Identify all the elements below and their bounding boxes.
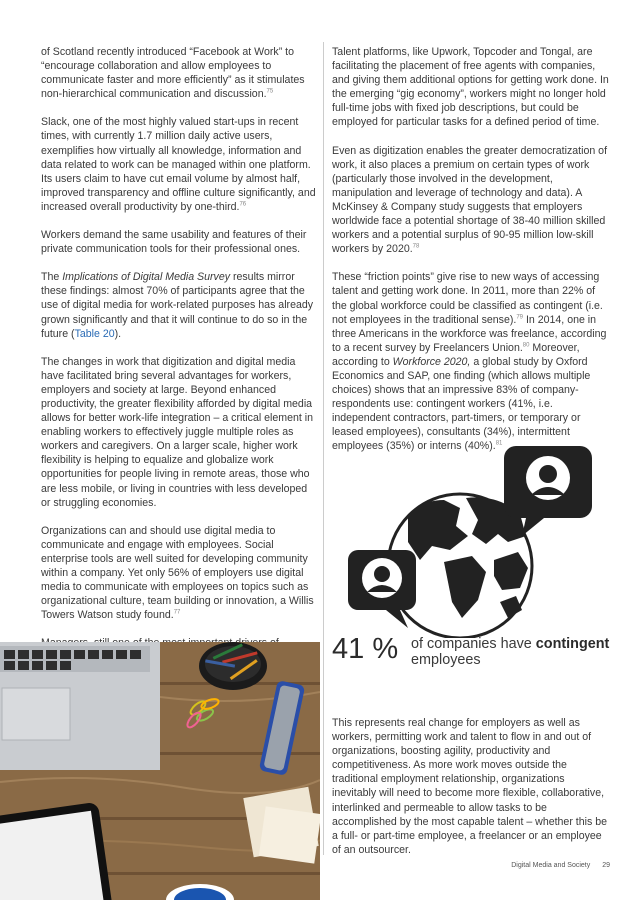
right-column-continued (332, 716, 610, 871)
footnote-ref[interactable]: 80 (522, 342, 530, 349)
pen-cup (199, 642, 267, 690)
right-column (332, 45, 610, 468)
paragraph: The Implications of Digital Media Survey results mirror these findings: almost 70% of participants agree that the use of digital media for work-related purposes has already grown significantly and that it will continue to do so in the future (Table 20). (41, 271, 314, 340)
page-footer (501, 862, 610, 869)
stat-value: 41 % (332, 633, 399, 665)
paragraph: These “friction points” give rise to new ways of accessing talent and getting work done. In 2011, more than 22% of the global workforce could be classified as contingent (i.e. not employees in the traditional sense).$^{79}$ In 2014, one in three Americans in the workforce was freelance, according to a recent survey by Freelancers Union.$^{80}$ Moreover, according to Workforce 2020, a global study by Oxford Economics and SAP, one finding (which allows multiple choices) shows that an impressive 83% of company-respondents use: contingent workers (41%, i.e. independent contractors, part-timers, or temporary or leased employees), consultants (34%), intermittent employees (35%) or interns (40%).$^{81}$ (332, 271, 607, 453)
left-column (41, 45, 317, 707)
desk-photo (0, 642, 320, 900)
paragraph: This represents real change for employers as well as workers, permitting work and talent to flow in and out of organizations, boosting agility, productivity and competitiveness. As more work moves outside the traditional employment relationship, organizations inevitably will need to become more flexible, collaborative, interlinked and permeable to allow tasks to be accomplished by the most capable talent – whether this be a full- or part-time employee, a freelancer or an employee of an outsourcer. (332, 717, 608, 856)
footnote-ref[interactable]: 81 (495, 440, 503, 447)
footnote-ref[interactable]: 79 (516, 314, 524, 321)
table-link[interactable]: Table 20 (74, 327, 115, 340)
paragraph: The changes in work that digitization and digital media have facilitated bring several advantages for workers, employers and society at large. Beyond enhanced productivity, the greater flexibility afforded by digital media allows for better work-life integration – a critical element in enabling workers to effectively juggle multiple roles as workers and caregivers. On a larger scale, higher work flexibility is helping to equalize and globalize work opportunities for people living in remote areas, those who are less mobile, or living in countries with less developed or struggling economies. (41, 355, 314, 509)
laptop (0, 642, 160, 770)
paragraph: Talent platforms, like Upwork, Topcoder and Tongal, are facilitating the placement of free agents with companies, and giving them additional options for getting work done. In the emerging “gig economy”, workers might no longer hold full-time jobs with fixed job descriptions, but could be employed for particular tasks for a defined period of time. (332, 46, 609, 129)
page-number: 29 (602, 862, 610, 869)
paragraph: Organizations can and should use digital media to communicate and engage with employees. Social enterprise tools are well suited for developing community within a company. Yet only 56% of employers use digital media to communicate with employees on topics such as organizational culture, team building or innovation, a Willis Towers Watson study found.$^{77}$ (41, 524, 314, 622)
column-divider (323, 42, 324, 855)
paragraph: Workers demand the same usability and features of their private communication tools for their professional ones. (41, 229, 307, 256)
person-speech-bubble-icon (348, 550, 416, 628)
footnote-ref[interactable]: 75 (266, 88, 274, 95)
tablet (0, 802, 113, 900)
footnote-ref[interactable]: 76 (239, 201, 247, 208)
footnote-ref[interactable]: 78 (412, 243, 420, 250)
paragraph: Slack, one of the most highly valued start-ups in recent times, with currently 1.7 million daily active users, exemplifies how virtually all knowledge, information and data related to work can be managed within one platform. Its users claim to have cut email volume by almost half, improved transparency and offline culture significantly, and increased overall productivity by one-third.$^{76}$ (41, 116, 316, 213)
sticky-notes (243, 787, 320, 864)
stat-text: of companies have contingent employees (411, 636, 610, 668)
globe-illustration (348, 438, 608, 638)
paragraph: of Scotland recently introduced “Facebook at Work” to “encourage collaboration and allow employees to communicate faster and more efficiently” as it stimulates non-hierarchical communication and discussion.$^{75}$ (41, 46, 305, 101)
paragraph: Even as digitization enables the greater democratization of work, it also places a premium on certain types of work (particularly those involved in the development, manipulation and leverage of technology and data). A McKinsey & Company study suggests that employers worldwide face a potential shortage of 38-40 million skilled workers and a potential surplus of 90-95 million low-skill workers by 2020.78 (332, 144, 608, 256)
footnote-ref[interactable]: 77 (173, 609, 181, 616)
footer-title: Digital Media and Society (511, 862, 591, 869)
